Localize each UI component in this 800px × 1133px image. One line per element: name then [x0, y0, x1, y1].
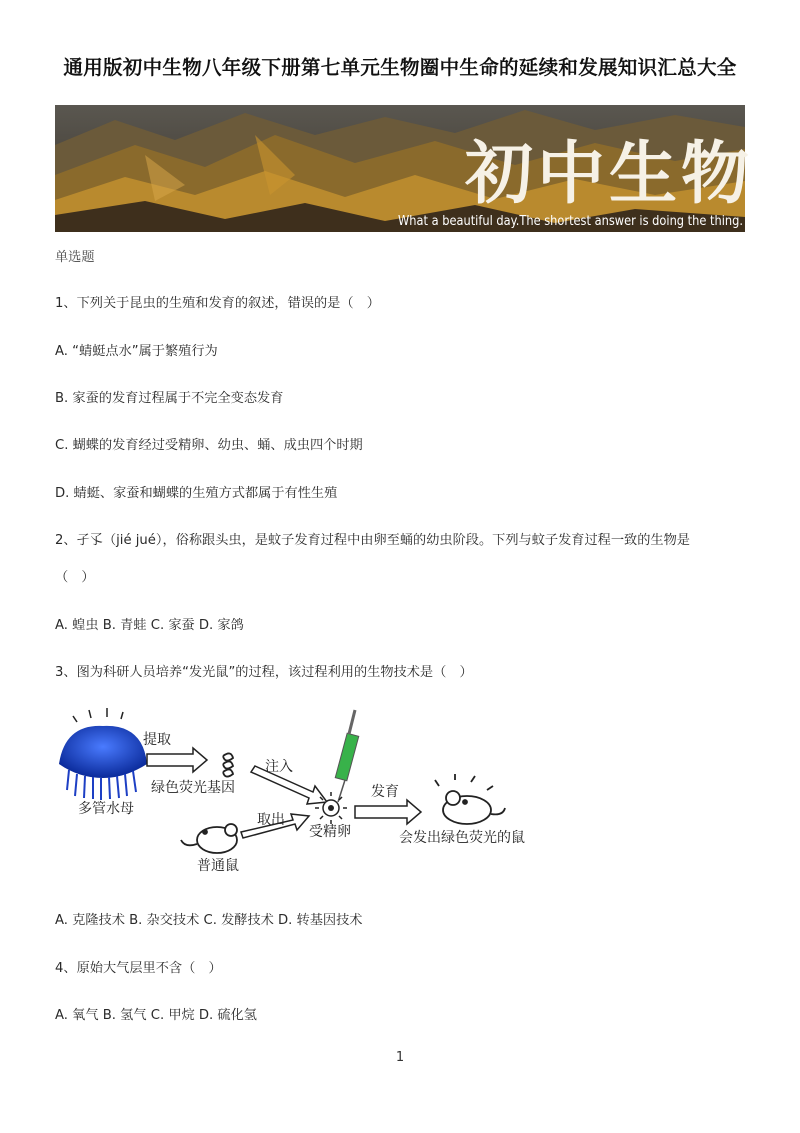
banner-image: [55, 105, 754, 232]
banner-chinese-text: 初中生物: [465, 134, 754, 214]
question-2-stem: 2、孑孓（jié jué），俗称跟头虫，是蚊子发育过程中由卵至蛹的幼虫阶段。下列与蚊子发育过程一致的生物是: [55, 533, 690, 548]
gene-label: 绿色荧光基因: [151, 780, 235, 796]
mouse-label: 普通鼠: [197, 858, 239, 874]
question-1-option-b: B. 家蚕的发育过程属于不完全变态发育: [55, 391, 284, 406]
extract-arrow-icon: [147, 748, 207, 772]
jellyfish-icon: [59, 708, 147, 800]
glowing-mouse-label: 会发出绿色荧光的鼠: [399, 830, 525, 846]
mouse-icon: [181, 824, 237, 853]
question-1-stem: 1、下列关于昆虫的生殖和发育的叙述，错误的是（ ）: [55, 296, 380, 311]
inject-label: 注入: [265, 759, 293, 775]
question-4-stem: 4、原始大气层里不含（ ）: [55, 961, 222, 976]
jellyfish-label: 多管水母: [78, 801, 134, 817]
glowing-mouse-icon: [435, 774, 505, 824]
glowing-mouse-figure: [55, 704, 545, 882]
question-4-options: A. 氧气 B. 氢气 C. 甲烷 D. 硫化氢: [55, 1008, 257, 1023]
question-3-stem: 3、图为科研人员培养“发光鼠”的过程，该过程利用的生物技术是（ ）: [55, 665, 473, 680]
question-2-options: A. 蝗虫 B. 青蛙 C. 家蚕 D. 家鸽: [55, 618, 244, 633]
page-title: 通用版初中生物八年级下册第七单元生物圈中生命的延续和发展知识汇总大全: [63, 56, 737, 79]
page-number: 1: [395, 1050, 405, 1065]
gene-icon: [223, 753, 233, 776]
remove-label: 取出: [257, 812, 285, 828]
question-3-options: A. 克隆技术 B. 杂交技术 C. 发酵技术 D. 转基因技术: [55, 913, 363, 928]
question-1-option-c: C. 蝴蝶的发育经过受精卵、幼虫、蛹、成虫四个时期: [55, 438, 363, 453]
egg-label: 受精卵: [309, 824, 351, 840]
syringe-icon: [335, 710, 358, 802]
question-1-option-d: D. 蜻蜓、家蚕和蝴蝶的生殖方式都属于有性生殖: [55, 486, 338, 501]
extract-label: 提取: [143, 732, 171, 748]
section-label: 单选题: [55, 250, 95, 265]
develop-arrow-icon: [355, 800, 421, 824]
question-1-option-a: A. “蜻蜓点水”属于繁殖行为: [55, 344, 218, 359]
banner-english-text: What a beautiful day.The shortest answer is doing the thing.: [398, 213, 743, 229]
question-2-stem-cont: （ ）: [55, 570, 95, 585]
develop-label: 发育: [371, 784, 399, 800]
